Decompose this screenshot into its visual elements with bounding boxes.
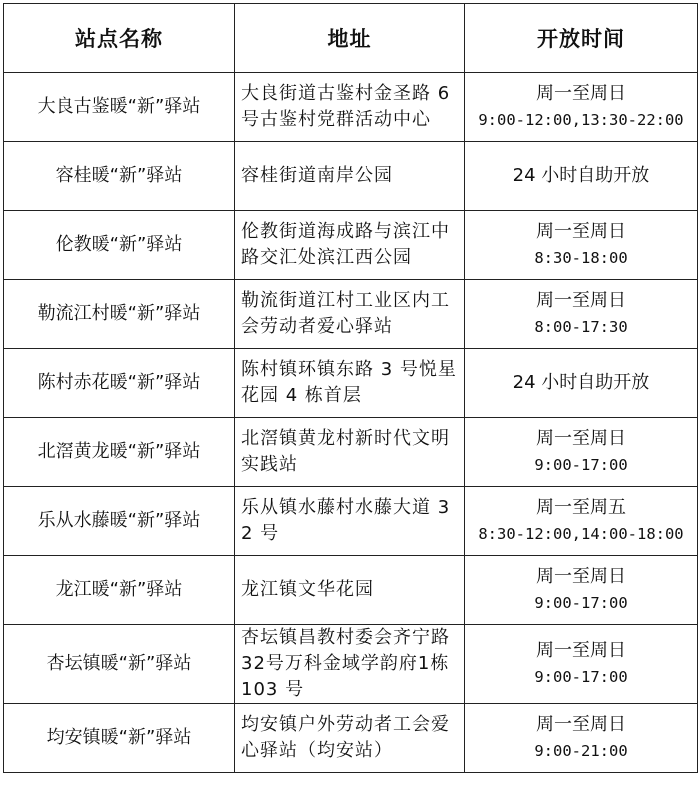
station-name: 龙江暖“新”驿站 [4,556,235,625]
table-header-row [4,4,698,73]
table-row [4,73,698,142]
table-row [4,280,698,349]
station-name: 勒流江村暖“新”驿站 [4,280,235,349]
station-hours [465,73,698,142]
hours-days: 24 小时自助开放 [512,165,650,186]
station-address: 陈村镇环镇东路 3 号悦星花园 4 栋首层 [235,349,465,418]
hours-days: 周一至周日 [536,640,626,661]
hours-days: 24 小时自助开放 [512,372,650,393]
station-address: 北滘镇黄龙村新时代文明实践站 [235,418,465,487]
hours-time: 9:00-21:00 [534,742,628,760]
header-station-name: 站点名称 [4,4,235,73]
station-name: 陈村赤花暖“新”驿站 [4,349,235,418]
station-hours [465,704,698,773]
table-row [4,625,698,704]
station-address: 大良街道古鉴村金圣路 6 号古鉴村党群活动中心 [235,73,465,142]
station-address: 伦教街道海成路与滨江中路交汇处滨江西公园 [235,211,465,280]
station-address: 龙江镇文华花园 [235,556,465,625]
hours-days: 周一至周日 [536,428,626,449]
station-hours [465,487,698,556]
hours-time: 9:00-17:00 [534,668,628,686]
station-name: 容桂暖“新”驿站 [4,142,235,211]
header-address: 地址 [235,4,465,73]
station-name: 伦教暖“新”驿站 [4,211,235,280]
station-hours [465,349,698,418]
hours-days: 周一至周五 [536,497,626,518]
station-hours [465,280,698,349]
table-row [4,418,698,487]
station-hours [465,142,698,211]
stations-table [3,3,698,773]
station-name: 杏坛镇暖“新”驿站 [4,625,235,704]
hours-time: 9:00-17:00 [534,456,628,474]
station-address: 勒流街道江村工业区内工会劳动者爱心驿站 [235,280,465,349]
header-opening-hours: 开放时间 [465,4,698,73]
station-name: 北滘黄龙暖“新”驿站 [4,418,235,487]
hours-days: 周一至周日 [536,83,626,104]
station-address: 乐从镇水藤村水藤大道 32 号 [235,487,465,556]
hours-days: 周一至周日 [536,290,626,311]
hours-time: 9:00-12:00,13:30-22:00 [478,111,684,129]
station-name: 均安镇暖“新”驿站 [4,704,235,773]
hours-time: 8:00-17:30 [534,318,628,336]
station-hours [465,418,698,487]
hours-days: 周一至周日 [536,566,626,587]
station-hours [465,211,698,280]
station-address: 均安镇户外劳动者工会爱心驿站（均安站） [235,704,465,773]
hours-time: 8:30-18:00 [534,249,628,267]
station-hours [465,625,698,704]
table-row [4,487,698,556]
station-address: 杏坛镇昌教村委会齐宁路32号万科金域学韵府1栋 103 号 [235,625,465,704]
station-name: 大良古鉴暖“新”驿站 [4,73,235,142]
table-row [4,142,698,211]
hours-time: 8:30-12:00,14:00-18:00 [478,525,684,543]
table-row [4,349,698,418]
hours-days: 周一至周日 [536,221,626,242]
station-hours [465,556,698,625]
hours-days: 周一至周日 [536,714,626,735]
station-name: 乐从水藤暖“新”驿站 [4,487,235,556]
table-row [4,211,698,280]
station-address: 容桂街道南岸公园 [235,142,465,211]
table-row [4,556,698,625]
hours-time: 9:00-17:00 [534,594,628,612]
table-row [4,704,698,773]
